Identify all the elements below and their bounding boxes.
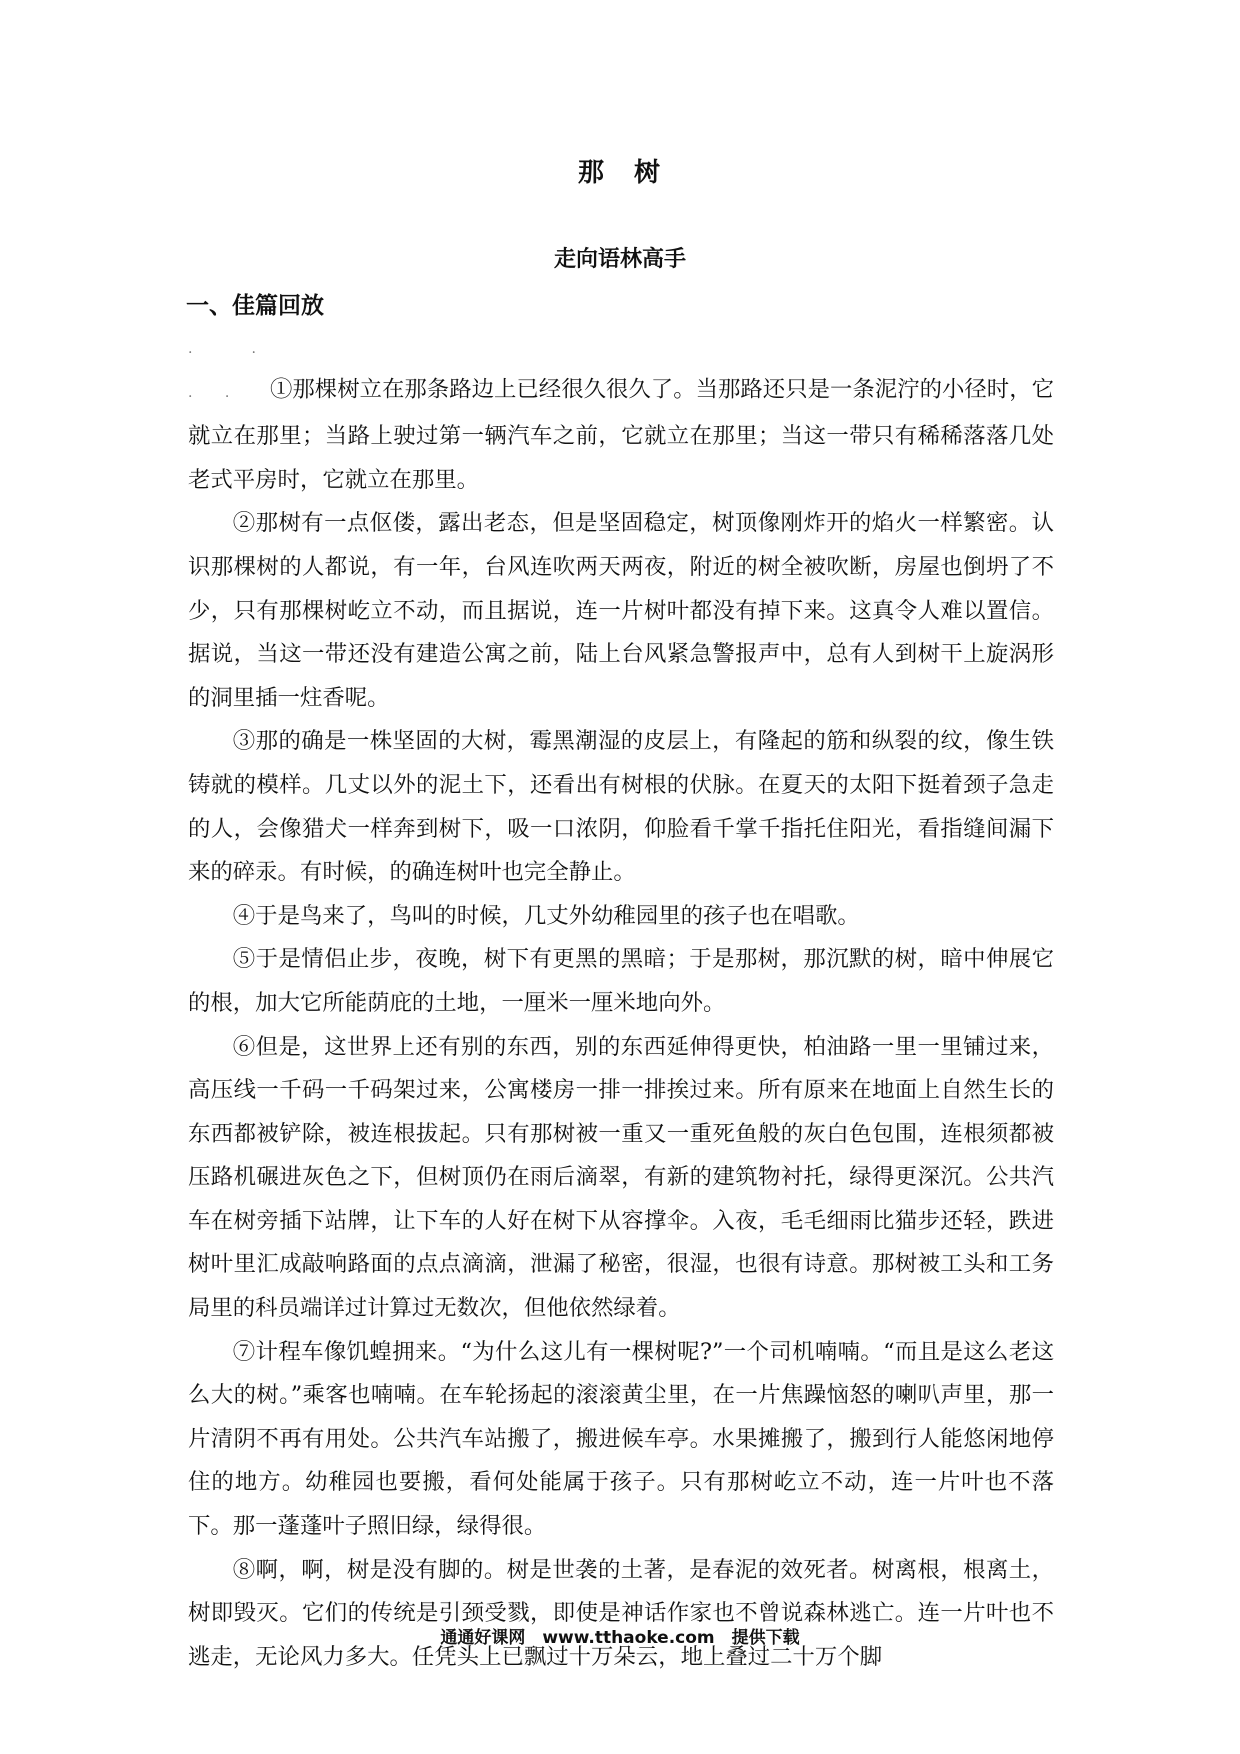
paragraph-8: ⑧啊，啊，树是没有脚的。树是世袭的土著，是春泥的效死者。树离根，根离土，树即毁灭。它们的传统是引颈受戮，即使是神话作家也不曾说森林逃亡。连一片叶也不逃走，无论风力多大。任凭头上已飘过十万朵云，地上叠过二十万个脚 bbox=[188, 1556, 1054, 1670]
paragraph-5: ⑤于是情侣止步，夜晚，树下有更黑的黑暗；于是那树，那沉默的树，暗中伸展它的根，加大它所能荫庇的土地，一厘米一厘米地向外。 bbox=[188, 946, 1054, 1016]
paragraph-7: ⑦计程车像饥蝗拥来。“为什么这儿有一棵树呢?”一个司机喃喃。“而且是这么老这么大的树。”乘客也喃喃。在车轮扬起的滚滚黄尘里，在一片焦躁恼怒的喇叭声里，那一片清阴不再有用处。公共汽车站搬了，搬进候车亭。水果摊搬了，搬到行人能悠闲地停住的地方。幼稚园也要搬，看何处能属于孩子。只有那树屹立不动，连一片叶也不落下。那一蓬蓬叶子照旧绿，绿得很。 bbox=[188, 1338, 1054, 1540]
footer-credit: 通通好课网 www.tthaoke.com 提供下载 bbox=[440, 1628, 800, 1648]
paragraph-1-text: ①那棵树立在那条路边上已经很久很久了。当那路还只是一条泥泞的小径时，它就立在那里；当路上驶过第一辆汽车之前，它就立在那里；当这一带只有稀稀落落几处老式平房时，它就立在那里。 bbox=[188, 376, 1054, 493]
document-subtitle: 走向语林高手 bbox=[553, 247, 686, 272]
paragraph-1 bbox=[188, 328, 1054, 502]
article-body bbox=[188, 328, 1054, 1679]
scan-marks: . . . . bbox=[188, 341, 270, 401]
paragraph-4: ④于是鸟来了，鸟叫的时候，几丈外幼稚园里的孩子也在唱歌。 bbox=[232, 902, 860, 929]
document-title: 那 树 bbox=[577, 158, 662, 188]
paragraph-2: ②那树有一点伛偻，露出老态，但是坚固稳定，树顶像刚炸开的焰火一样繁密。认识那棵树的人都说，有一年，台风连吹两天两夜，附近的树全被吹断，房屋也倒坍了不少，只有那棵树屹立不动，而且据说，连一片树叶都没有掉下来。这真令人难以置信。据说，当这一带还没有建造公寓之前，陆上台风紧急警报声中，总有人到树干上旋涡形的洞里插一炷香呢。 bbox=[188, 510, 1054, 711]
paragraph-3: ③那的确是一株坚固的大树，霉黑潮湿的皮层上，有隆起的筋和纵裂的纹，像生铁铸就的模样。几丈以外的泥土下，还看出有树根的伏脉。在夏天的太阳下挺着颈子急走的人，会像猎犬一样奔到树下，吸一口浓阴，仰脸看千掌千指托住阳光，看指缝间漏下来的碎汞。有时候，的确连树叶也完全静止。 bbox=[188, 728, 1054, 886]
section-heading: 一、佳篇回放 bbox=[186, 293, 324, 319]
paragraph-6: ⑥但是，这世界上还有别的东西，别的东西延伸得更快，柏油路一里一里铺过来，高压线一千码一千码架过来，公寓楼房一排一排挨过来。所有原来在地面上自然生长的东西都被铲除，被连根拔起。只有那树被一重又一重死鱼般的灰白色包围，连根须都被压路机碾进灰色之下，但树顶仍在雨后滴翠，有新的建筑物衬托，绿得更深沉。公共汽车在树旁插下站牌，让下车的人好在树下从容撑伞。入夜，毛毛细雨比猫步还轻，跌进树叶里汇成敲响路面的点点滴滴，泄漏了秘密，很湿，也很有诗意。那树被工头和工务局里的科员端详过计算过无数次，但他依然绿着。 bbox=[188, 1033, 1054, 1322]
